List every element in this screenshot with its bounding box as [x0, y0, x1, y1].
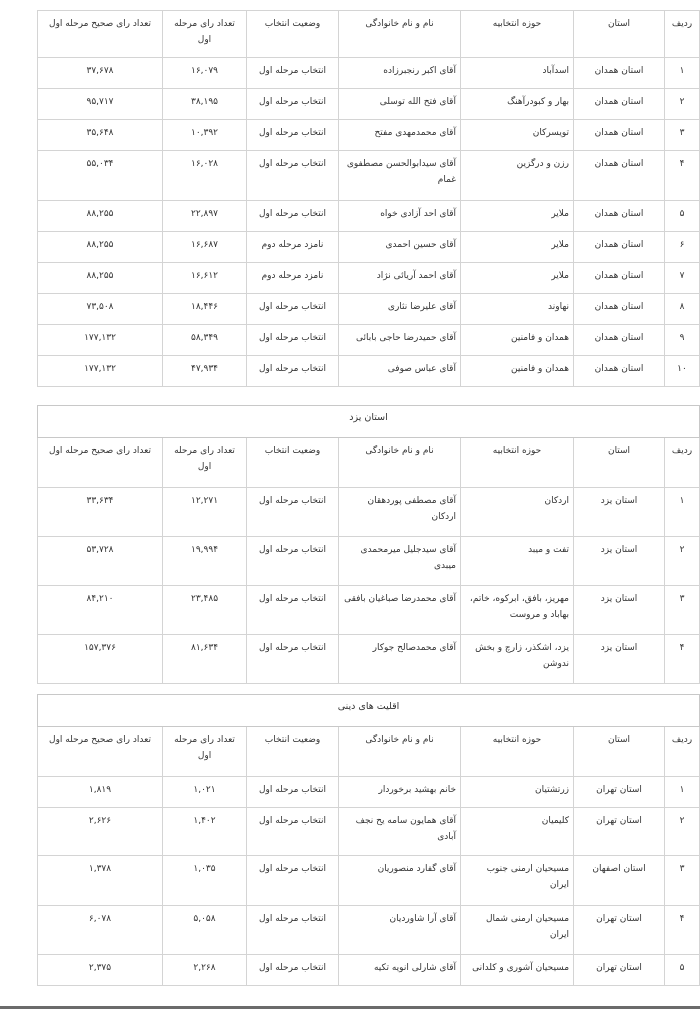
header-cell: استان [574, 727, 665, 777]
candidate-name-cell: آقای همایون سامه یح نجف آبادی [339, 808, 461, 856]
valid-votes-cell: ۲,۶۲۶ [38, 808, 163, 856]
row-number-cell: ۳ [665, 586, 700, 635]
first-round-votes-cell: ۱۶,۰۷۹ [163, 58, 247, 89]
table-header-row [38, 727, 700, 777]
row-number-cell: ۳ [665, 856, 700, 906]
candidate-name-cell: آقای سیدجلیل میرمحمدی میبدی [339, 537, 461, 586]
header-cell: تعداد رای صحیح مرحله اول [38, 438, 163, 488]
constituency-cell: کلیمیان [461, 808, 574, 856]
valid-votes-cell: ۶,۰۷۸ [38, 906, 163, 955]
election-status-cell: انتخاب مرحله اول [247, 89, 339, 120]
table-row [38, 856, 700, 906]
valid-votes-cell: ۲,۳۷۵ [38, 955, 163, 986]
table-header-row [38, 11, 700, 58]
candidate-name-cell: آقای احمد آریائی نژاد [339, 263, 461, 294]
table-row [38, 294, 700, 325]
candidate-name-cell: آقای محمدرضا صباغیان بافقی [339, 586, 461, 635]
header-cell: تعداد رای مرحله اول [163, 438, 247, 488]
province-cell: استان همدان [574, 89, 665, 120]
table-row [38, 89, 700, 120]
valid-votes-cell: ۱۵۷,۳۷۶ [38, 635, 163, 684]
election-status-cell: انتخاب مرحله اول [247, 635, 339, 684]
row-number-cell: ۷ [665, 263, 700, 294]
constituency-cell: زرتشتیان [461, 777, 574, 808]
table-row [38, 232, 700, 263]
constituency-cell: مهریز، بافق، ابرکوه، خاتم، بهاباد و مروست [461, 586, 574, 635]
candidate-name-cell: آقای عباس صوفی [339, 356, 461, 387]
constituency-cell: ملایر [461, 201, 574, 232]
valid-votes-cell: ۳۳,۶۳۴ [38, 488, 163, 537]
valid-votes-cell: ۸۸,۲۵۵ [38, 232, 163, 263]
header-cell: تعداد رای مرحله اول [163, 727, 247, 777]
valid-votes-cell: ۱۷۷,۱۳۲ [38, 325, 163, 356]
first-round-votes-cell: ۵,۰۵۸ [163, 906, 247, 955]
candidate-name-cell: آقای محمدصالح جوکار [339, 635, 461, 684]
candidate-name-cell: آقای شارلی انویه تکیه [339, 955, 461, 986]
header-cell: ردیف [665, 11, 700, 58]
first-round-votes-cell: ۱۶,۶۱۲ [163, 263, 247, 294]
valid-votes-cell: ۳۷,۶۷۸ [38, 58, 163, 89]
constituency-cell: بهار و کبودرآهنگ [461, 89, 574, 120]
table-row [38, 325, 700, 356]
hamedan-section [37, 10, 699, 387]
hamedan-table [37, 10, 700, 387]
row-number-cell: ۲ [665, 808, 700, 856]
constituency-cell: مسیحیان ارمنی جنوب ایران [461, 856, 574, 906]
candidate-name-cell: آقای آرا شاوردیان [339, 906, 461, 955]
row-number-cell: ۳ [665, 120, 700, 151]
election-status-cell: نامزد مرحله دوم [247, 232, 339, 263]
header-cell: تعداد رای صحیح مرحله اول [38, 11, 163, 58]
election-status-cell: انتخاب مرحله اول [247, 120, 339, 151]
election-status-cell: انتخاب مرحله اول [247, 201, 339, 232]
candidate-name-cell: آقای حسین احمدی [339, 232, 461, 263]
first-round-votes-cell: ۱,۴۰۲ [163, 808, 247, 856]
province-cell: استان تهران [574, 906, 665, 955]
header-cell: نام و نام خانوادگی [339, 438, 461, 488]
row-number-cell: ۵ [665, 201, 700, 232]
header-cell: ردیف [665, 438, 700, 488]
province-cell: استان همدان [574, 151, 665, 201]
header-cell: حوزه انتخابیه [461, 727, 574, 777]
first-round-votes-cell: ۱۸,۴۴۶ [163, 294, 247, 325]
province-cell: استان یزد [574, 635, 665, 684]
constituency-cell: مسیحیان ارمنی شمال ایران [461, 906, 574, 955]
election-status-cell: انتخاب مرحله اول [247, 808, 339, 856]
header-cell: وضعیت انتخاب [247, 11, 339, 58]
province-cell: استان همدان [574, 201, 665, 232]
candidate-name-cell: آقای علیرضا نثاری [339, 294, 461, 325]
section-title: استان یزد [38, 406, 700, 438]
first-round-votes-cell: ۸۱,۶۳۴ [163, 635, 247, 684]
province-cell: استان همدان [574, 294, 665, 325]
valid-votes-cell: ۵۵,۰۳۴ [38, 151, 163, 201]
table-row [38, 777, 700, 808]
table-row [38, 58, 700, 89]
constituency-cell: تویسرکان [461, 120, 574, 151]
candidate-name-cell: آقای گفارد منصوریان [339, 856, 461, 906]
election-status-cell: انتخاب مرحله اول [247, 325, 339, 356]
election-status-cell: انتخاب مرحله اول [247, 586, 339, 635]
row-number-cell: ۶ [665, 232, 700, 263]
table-row [38, 151, 700, 201]
first-round-votes-cell: ۱,۰۳۵ [163, 856, 247, 906]
province-cell: استان همدان [574, 232, 665, 263]
election-status-cell: انتخاب مرحله اول [247, 356, 339, 387]
row-number-cell: ۴ [665, 151, 700, 201]
constituency-cell: همدان و فامنین [461, 356, 574, 387]
valid-votes-cell: ۱۷۷,۱۳۲ [38, 356, 163, 387]
row-number-cell: ۱ [665, 488, 700, 537]
constituency-cell: تفت و میبد [461, 537, 574, 586]
section-title-row [38, 695, 700, 727]
section-title-row [38, 406, 700, 438]
first-round-votes-cell: ۲,۲۶۸ [163, 955, 247, 986]
first-round-votes-cell: ۴۷,۹۳۴ [163, 356, 247, 387]
constituency-cell: رزن و درگزین [461, 151, 574, 201]
header-cell: وضعیت انتخاب [247, 727, 339, 777]
province-cell: استان یزد [574, 537, 665, 586]
election-status-cell: انتخاب مرحله اول [247, 777, 339, 808]
candidate-name-cell: آقای اکبر رنجبرزاده [339, 58, 461, 89]
province-cell: استان تهران [574, 808, 665, 856]
table-row [38, 201, 700, 232]
first-round-votes-cell: ۱۹,۹۹۴ [163, 537, 247, 586]
valid-votes-cell: ۱,۸۱۹ [38, 777, 163, 808]
first-round-votes-cell: ۲۳,۴۸۵ [163, 586, 247, 635]
constituency-cell: اسدآباد [461, 58, 574, 89]
valid-votes-cell: ۸۸,۲۵۵ [38, 263, 163, 294]
valid-votes-cell: ۹۵,۷۱۷ [38, 89, 163, 120]
first-round-votes-cell: ۱۰,۳۹۲ [163, 120, 247, 151]
row-number-cell: ۹ [665, 325, 700, 356]
header-cell: نام و نام خانوادگی [339, 11, 461, 58]
constituency-cell: نهاوند [461, 294, 574, 325]
header-cell: استان [574, 11, 665, 58]
valid-votes-cell: ۷۳,۵۰۸ [38, 294, 163, 325]
yazd-section [37, 405, 699, 684]
row-number-cell: ۲ [665, 89, 700, 120]
row-number-cell: ۱ [665, 58, 700, 89]
election-status-cell: انتخاب مرحله اول [247, 537, 339, 586]
table-row [38, 537, 700, 586]
province-cell: استان تهران [574, 777, 665, 808]
header-cell: نام و نام خانوادگی [339, 727, 461, 777]
table-row [38, 586, 700, 635]
header-cell: حوزه انتخابیه [461, 11, 574, 58]
header-cell: استان [574, 438, 665, 488]
candidate-name-cell: آقای محمدمهدی مفتح [339, 120, 461, 151]
province-cell: استان همدان [574, 356, 665, 387]
election-status-cell: انتخاب مرحله اول [247, 151, 339, 201]
first-round-votes-cell: ۲۲,۸۹۷ [163, 201, 247, 232]
table-row [38, 120, 700, 151]
row-number-cell: ۱۰ [665, 356, 700, 387]
province-cell: استان همدان [574, 325, 665, 356]
candidate-name-cell: آقای مصطفی پوردهقان اردکان [339, 488, 461, 537]
valid-votes-cell: ۱,۳۷۸ [38, 856, 163, 906]
header-cell: تعداد رای صحیح مرحله اول [38, 727, 163, 777]
valid-votes-cell: ۸۴,۲۱۰ [38, 586, 163, 635]
first-round-votes-cell: ۱,۰۲۱ [163, 777, 247, 808]
election-status-cell: انتخاب مرحله اول [247, 906, 339, 955]
candidate-name-cell: آقای فتح الله توسلی [339, 89, 461, 120]
row-number-cell: ۸ [665, 294, 700, 325]
province-cell: استان تهران [574, 955, 665, 986]
candidate-name-cell: آقای حمیدرضا حاجی بابائی [339, 325, 461, 356]
first-round-votes-cell: ۱۲,۲۷۱ [163, 488, 247, 537]
province-cell: استان همدان [574, 263, 665, 294]
election-status-cell: انتخاب مرحله اول [247, 58, 339, 89]
row-number-cell: ۴ [665, 635, 700, 684]
valid-votes-cell: ۵۳,۷۲۸ [38, 537, 163, 586]
table-row [38, 356, 700, 387]
first-round-votes-cell: ۵۸,۳۴۹ [163, 325, 247, 356]
table-row [38, 955, 700, 986]
table-row [38, 808, 700, 856]
minorities-table [37, 694, 700, 986]
header-cell: تعداد رای مرحله اول [163, 11, 247, 58]
first-round-votes-cell: ۱۶,۶۸۷ [163, 232, 247, 263]
table-row [38, 488, 700, 537]
row-number-cell: ۱ [665, 777, 700, 808]
header-cell: ردیف [665, 727, 700, 777]
yazd-table [37, 405, 700, 684]
election-status-cell: انتخاب مرحله اول [247, 488, 339, 537]
constituency-cell: مسیحیان آشوری و کلدانی [461, 955, 574, 986]
candidate-name-cell: آقای سیدابوالحسن مصطفوی غمام [339, 151, 461, 201]
constituency-cell: ملایر [461, 232, 574, 263]
election-status-cell: انتخاب مرحله اول [247, 856, 339, 906]
province-cell: استان یزد [574, 488, 665, 537]
province-cell: استان همدان [574, 58, 665, 89]
row-number-cell: ۲ [665, 537, 700, 586]
election-status-cell: نامزد مرحله دوم [247, 263, 339, 294]
province-cell: استان همدان [574, 120, 665, 151]
table-row [38, 263, 700, 294]
province-cell: استان اصفهان [574, 856, 665, 906]
table-header-row [38, 438, 700, 488]
table-row [38, 906, 700, 955]
row-number-cell: ۴ [665, 906, 700, 955]
election-status-cell: انتخاب مرحله اول [247, 294, 339, 325]
table-row [38, 635, 700, 684]
valid-votes-cell: ۸۸,۲۵۵ [38, 201, 163, 232]
election-status-cell: انتخاب مرحله اول [247, 955, 339, 986]
section-title: اقلیت های دینی [38, 695, 700, 727]
province-cell: استان یزد [574, 586, 665, 635]
first-round-votes-cell: ۱۶,۰۲۸ [163, 151, 247, 201]
constituency-cell: همدان و فامنین [461, 325, 574, 356]
candidate-name-cell: خانم بهشید برخوردار [339, 777, 461, 808]
header-cell: وضعیت انتخاب [247, 438, 339, 488]
constituency-cell: اردکان [461, 488, 574, 537]
minorities-section [37, 694, 699, 986]
candidate-name-cell: آقای احد آزادی خواه [339, 201, 461, 232]
first-round-votes-cell: ۳۸,۱۹۵ [163, 89, 247, 120]
valid-votes-cell: ۳۵,۶۴۸ [38, 120, 163, 151]
constituency-cell: یزد، اشکذر، زارچ و بخش ندوشن [461, 635, 574, 684]
constituency-cell: ملایر [461, 263, 574, 294]
header-cell: حوزه انتخابیه [461, 438, 574, 488]
row-number-cell: ۵ [665, 955, 700, 986]
